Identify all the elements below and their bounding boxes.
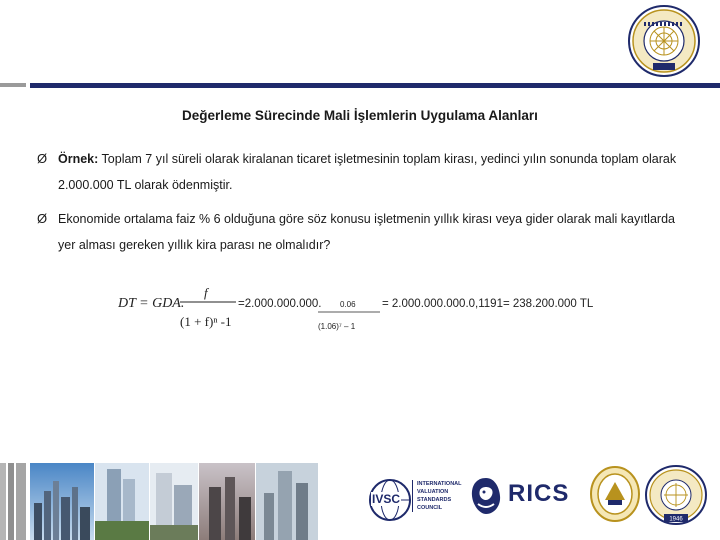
ivsc-caption-line: INTERNATIONAL bbox=[417, 481, 462, 487]
ivsc-caption-line: COUNCIL bbox=[417, 505, 443, 511]
bullet-arrow-icon: Ø bbox=[37, 211, 48, 226]
building-image bbox=[150, 463, 198, 540]
ivsc-caption bbox=[412, 480, 462, 512]
ivsc-logo bbox=[368, 476, 464, 524]
formula-numerator: f bbox=[204, 285, 208, 300]
university-seal-icon bbox=[627, 4, 701, 78]
sunset-city-image bbox=[199, 463, 255, 540]
header-line bbox=[30, 83, 720, 88]
footer-university-seal-icon bbox=[644, 464, 708, 526]
formula-result: = 2.000.000.000.0,1191= 238.200.000 TL bbox=[382, 298, 594, 310]
ivsc-caption-line: VALUATION bbox=[417, 489, 449, 495]
formula-lhs: DT = GDA. bbox=[118, 296, 185, 311]
formula-num2: 0.06 bbox=[340, 300, 356, 309]
highrise-image bbox=[256, 463, 318, 540]
header-line-left bbox=[0, 83, 26, 87]
city-skyline-image bbox=[30, 463, 94, 540]
ivsc-caption-line: STANDARDS bbox=[417, 497, 452, 503]
bullet-text bbox=[37, 146, 677, 198]
bullet-body: Toplam 7 yıl süreli olarak kiralanan ticaret işletmesinin toplam kirası, yedinci yılın sonunda toplam olarak 2.000.000 TL olarak ödenmiştir. bbox=[58, 152, 677, 192]
tower-image bbox=[95, 463, 149, 540]
formula-den2: (1.06)⁷ – 1 bbox=[318, 322, 356, 331]
ivsc-text: IVSC bbox=[372, 492, 401, 506]
bullet-body: Ekonomide ortalama faiz % 6 olduğuna göre söz konusu işletmenin yıllık kirası veya gider olarak mali kayıtlarda yer alması gereken yıllık kira parası ne olmalıdır? bbox=[58, 212, 675, 252]
footer-stripe bbox=[16, 463, 26, 540]
bullet-example bbox=[37, 146, 677, 198]
formula-denominator: (1 + f)ⁿ -1 bbox=[180, 314, 232, 329]
formula bbox=[118, 284, 618, 340]
footer-stripe bbox=[0, 463, 6, 540]
footer-seal-year: 1946 bbox=[669, 516, 683, 523]
rics-text: RICS bbox=[508, 480, 570, 507]
gold-seal-icon bbox=[590, 466, 640, 522]
rics-lion-icon bbox=[468, 476, 504, 516]
rics-logo bbox=[468, 474, 578, 518]
bullet-label: Örnek: bbox=[58, 152, 99, 166]
bullet-question bbox=[37, 206, 677, 258]
footer-stripe bbox=[8, 463, 14, 540]
formula-step1: =2.000.000.000. bbox=[238, 298, 322, 310]
bullet-arrow-icon: Ø bbox=[37, 151, 48, 166]
slide-title: Değerleme Sürecinde Mali İşlemlerin Uygulama Alanları bbox=[182, 108, 538, 123]
